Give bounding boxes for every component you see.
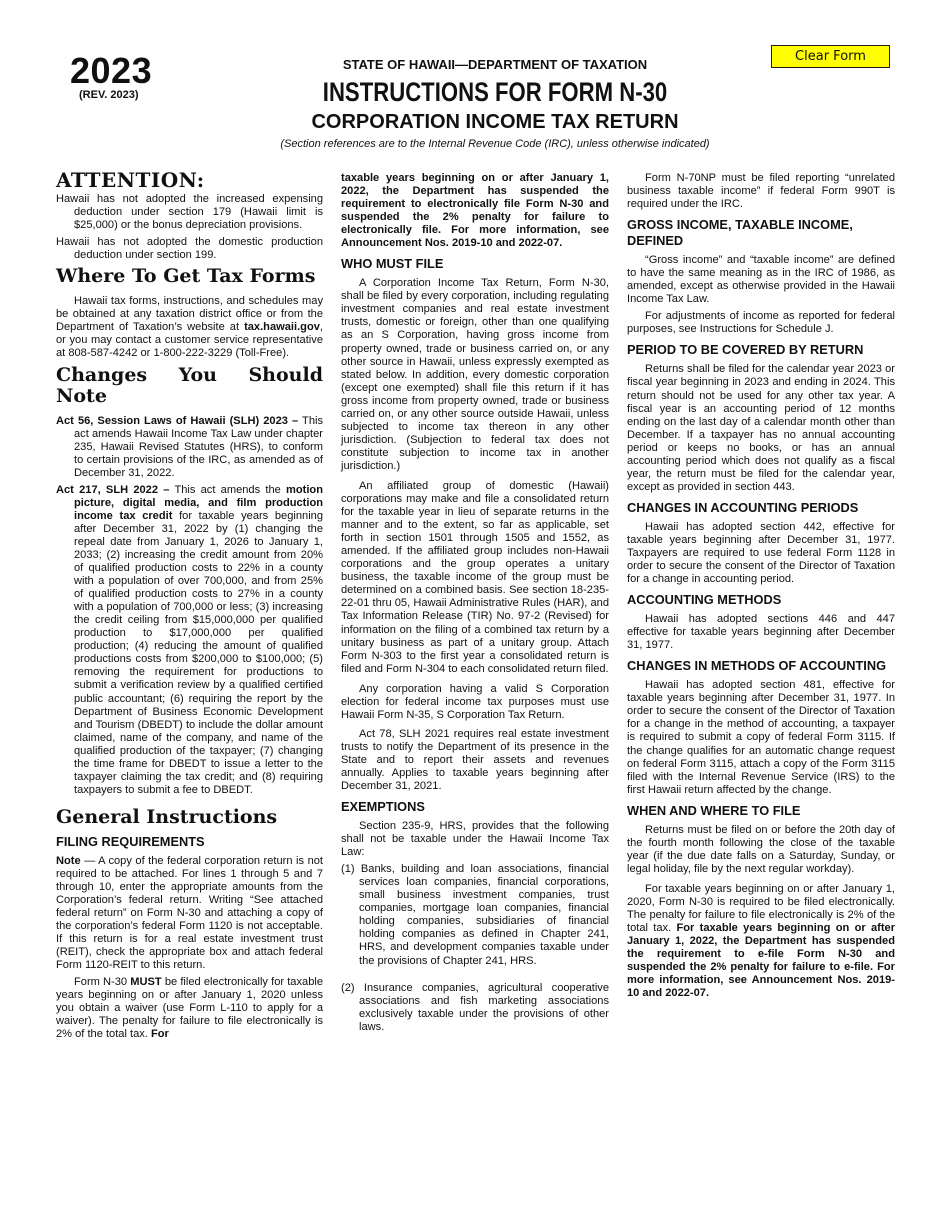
column-3 bbox=[627, 172, 895, 1004]
gross-income-paragraph: “Gross income” and “taxable income” are defined to have the same meaning as in the IRC of 1986, as amended, except as otherwise provided in the Hawaii Income Tax Law. bbox=[627, 254, 895, 306]
attention-paragraph: Hawaii has not adopted the increased expensing deduction under section 179 (Hawaii limit is $25,000) or the bonus depreciation provisions. bbox=[56, 193, 323, 232]
changes-in-methods-paragraph: Hawaii has adopted section 481, effective for taxable years beginning after December 31, 1977. In order to secure the consent of the Director of Taxation for a change in the method of accounting, a taxpayer is required to submit a copy of federal Form 3115. If the change qualifies for an automatic change request on federal Form 3115, attach a copy of the Form 3115 filed with the Internal Revenue Service (IRS) to the first Hawaii return affected by the change. bbox=[627, 679, 895, 796]
where-to-get-forms-paragraph: Hawaii tax forms, instructions, and schedules may be obtained at any taxation district office or from the Department of Taxation’s website at tax.hawaii.gov, or you may contact a customer service representative at 808-587-4242 or 1-800-222-3229 (Toll-Free). bbox=[56, 295, 323, 360]
exemption-item: (1) Banks, building and loan associations, financial services loan companies, financial corporations, small business investment companies, trust companies, mortgage loan companies, financial holding companies, subsidiaries of financial holding companies as defined in Chapter 241, HRS, and development companies taxable under the provisions of Chapter 241, HRS. bbox=[341, 863, 609, 967]
attention-heading: ATTENTION: bbox=[56, 168, 205, 192]
website-link[interactable]: tax.hawaii.gov bbox=[244, 321, 320, 334]
changes-heading: Changes You Should Note bbox=[56, 363, 323, 407]
page-title: INSTRUCTIONS FOR FORM N-30 bbox=[322, 77, 668, 107]
form-revision: (REV. 2023) bbox=[79, 89, 139, 101]
period-heading: PERIOD TO BE COVERED BY RETURN bbox=[627, 342, 864, 358]
accounting-periods-paragraph: Hawaii has adopted section 442, effective for taxable years beginning after December 31, 1977. Taxpayers are required to use federal Form 1128 in order to secure the consent of the Director of Taxation for a change in accounting period. bbox=[627, 520, 895, 586]
affiliated-group-paragraph: An affiliated group of domestic (Hawaii) corporations may make and file a consolidated return for the taxable year in lieu of separate returns in the manner and to the extent, so far as applicable, set forth in section 1501 through 1505 and 1552, as amended. If the affiliated group includes non-Hawaii corporations and the group operates a unitary business, the taxable income of the group must be determined on a combined basis. See section 18-235-22-01 thru 05, Hawaii Administrative Rules (HAR), and Tax Information Release (TIR) No. 97-2 (Revised) for information on the filing of a combined tax return by a unitary business as part of a unitary group. Attach Form N-303 to the first year a consolidated return is filed and Form N-304 to each consolidated return filed. bbox=[341, 479, 609, 675]
s-corporation-paragraph: Any corporation having a valid S Corporation election for federal income tax purposes must use Hawaii Form N-35, S Corporation Tax Return. bbox=[341, 682, 609, 721]
exemption-item: (2) Insurance companies, agricultural cooperative associations and fish marketing associations exclusively taxable under the provisions of other laws. bbox=[341, 981, 609, 1033]
who-must-file-heading: WHO MUST FILE bbox=[341, 256, 444, 272]
filing-requirements-heading: FILING REQUIREMENTS bbox=[56, 833, 205, 849]
when-where-heading: WHEN AND WHERE TO FILE bbox=[627, 802, 801, 818]
act-56-paragraph: Act 56, Session Laws of Hawaii (SLH) 2023 – This act amends Hawaii Income Tax Law under chapter 235, Hawaii Revised Statutes (HRS), to conform to certain provisions of the IRC, as amended as of December 31, 2022. bbox=[56, 414, 323, 479]
changes-in-methods-heading: CHANGES IN METHODS OF ACCOUNTING bbox=[627, 658, 887, 674]
efile-suspension-paragraph: taxable years beginning on or after January 1, 2022, the Department has suspended the requirement to electronically file Form N-30 and suspended the 2% penalty for failure to electronically file. For more information, see Announcement Nos. 2019-10 and 2022-07. bbox=[341, 172, 609, 250]
n70np-paragraph: Form N-70NP must be filed reporting “unrelated business taxable income” if federal Form 990T is required under the IRC. bbox=[627, 172, 895, 211]
act-78-paragraph: Act 78, SLH 2021 requires real estate investment trusts to notify the Department of its presence in the State and to report their assets and revenues annually. Applies to taxable years beginning after December 31, 2021. bbox=[341, 727, 609, 793]
form-year: 2023 bbox=[70, 50, 153, 91]
column-1 bbox=[56, 168, 324, 1046]
accounting-methods-heading: ACCOUNTING METHODS bbox=[627, 592, 782, 608]
where-to-get-forms-heading: Where To Get Tax Forms bbox=[56, 265, 316, 288]
note-paragraph: Note — A copy of the federal corporation return is not required to be attached. For lines 1 through 5 and 7 through 10, enter the appropriate amounts from the Corporation’s federal return. Writing “See attached federal return” on Form N-30 and attaching a copy of the corporation’s federal Form 1120 is not acceptable. If this return is for a real estate investment trust (REIT), check the appropriate box and attach federal Form 1120-REIT to this return. bbox=[56, 854, 323, 972]
act-217-paragraph: Act 217, SLH 2022 – This act amends the motion picture, digital media, and film production income tax credit for taxable years beginning after December 31, 2022 by (1) changing the repeal date from January 1, 2026 to January 1, 2033; (2) increasing the credit amount from 20% of qualified production costs to 22% in a county with a population of over 700,000, and from 25% of qualified production costs to 27% in a county with a population of 700,000 or less; (3) increasing the credit ceiling from $15,000,000 per qualified production to $17,000,000 per qualified production; (4) reducing the amount of qualified productions costs from $200,000 to $100,000; (5) removing the requirement for productions to submit a verification review by a qualified certified public accountant; (6) requiring the report by the Department of Business Economic Development and Tourism (DBEDT) to include the dollar amount claimed, name of the company, and name of the qualified production of the taxpayer; (7) changing the time frame for DBEDT to issue a letter to the taxpayer claiming the tax credit; and (8) requiring taxpayers to submit a fee to DBEDT. bbox=[56, 483, 324, 796]
general-instructions-heading: General Instructions bbox=[56, 805, 278, 828]
clear-form-button[interactable]: Clear Form bbox=[771, 45, 890, 68]
accounting-methods-paragraph: Hawaii has adopted sections 446 and 447 effective for taxable years beginning after December 31, 1977. bbox=[627, 613, 895, 652]
adjustments-paragraph: For adjustments of income as reported for federal purposes, see Instructions for Schedule J. bbox=[627, 310, 895, 336]
period-paragraph: Returns shall be filed for the calendar year 2023 or fiscal year beginning in 2023 and ending in 2024. This return should not be used for any other tax year. A fiscal year is an accounting period of 12 months ending on the last day of a calendar month other than December. If a taxpayer has no annual accounting period or keeps no books, or has an annual accounting period which does not qualify as a fiscal year, the return must be filed for the calendar year, except as provided in section 443. bbox=[627, 363, 895, 493]
gross-income-heading: GROSS INCOME, TAXABLE INCOME, DEFINED bbox=[627, 217, 853, 249]
section-reference-note: (Section references are to the Internal Revenue Code (IRC), unless otherwise indicated) bbox=[280, 138, 710, 150]
accounting-periods-heading: CHANGES IN ACCOUNTING PERIODS bbox=[627, 499, 859, 515]
page-subtitle: CORPORATION INCOME TAX RETURN bbox=[311, 111, 679, 133]
exemptions-heading: EXEMPTIONS bbox=[341, 799, 425, 815]
exemptions-paragraph: Section 235-9, HRS, provides that the following shall not be taxable under the Hawaii Income Tax Law: bbox=[341, 820, 609, 859]
when-where-paragraph: Returns must be filed on or before the 20th day of the fourth month following the close of the taxable year (if the due date falls on a Saturday, Sunday, or legal holiday, file by the next regular workday). bbox=[627, 823, 895, 875]
attention-paragraph: Hawaii has not adopted the domestic production deduction under section 199. bbox=[56, 236, 323, 262]
column-2 bbox=[341, 172, 609, 1048]
who-must-file-paragraph: A Corporation Income Tax Return, Form N-30, shall be filed by every corporation, including regulating investment companies and real estate investment trusts, domestic or foreign, other than one qualifying as an S Corporation, having gross income from property owned, trade or business carried on, or any other source in Hawaii, unless expressly exempted as stated below. In addition, every domestic corporation (except one exempted) shall file this return if it has gross income from property owned, trade or business carried on, or any other source outside Hawaii, unless subjected to income tax thereon in any other jurisdiction. (Subjection to federal tax does not constitute subjection to income tax in another jurisdiction.) bbox=[341, 277, 609, 472]
efile-requirement-paragraph: For taxable years beginning on or after January 1, 2020, Form N-30 is required to be filed electronically. The penalty for failure to file electronically is 2% of the total tax. For taxable years beginning on or after January 1, 2022, the Department has suspended the requirement to e-file Form N-30 and suspended the 2% penalty for failure to e-file. For more information, see Announcement Nos. 2019-10 and 2022-07. bbox=[627, 882, 896, 1000]
agency-name: STATE OF HAWAII—DEPARTMENT OF TAXATION bbox=[342, 57, 648, 72]
efile-paragraph: Form N-30 MUST be filed electronically for taxable years beginning on or after January 1, 2020 unless you obtain a waiver (use Form L-110 to apply for a waiver). The penalty for failure to file electronically is 2% of the total tax. For bbox=[56, 976, 324, 1041]
